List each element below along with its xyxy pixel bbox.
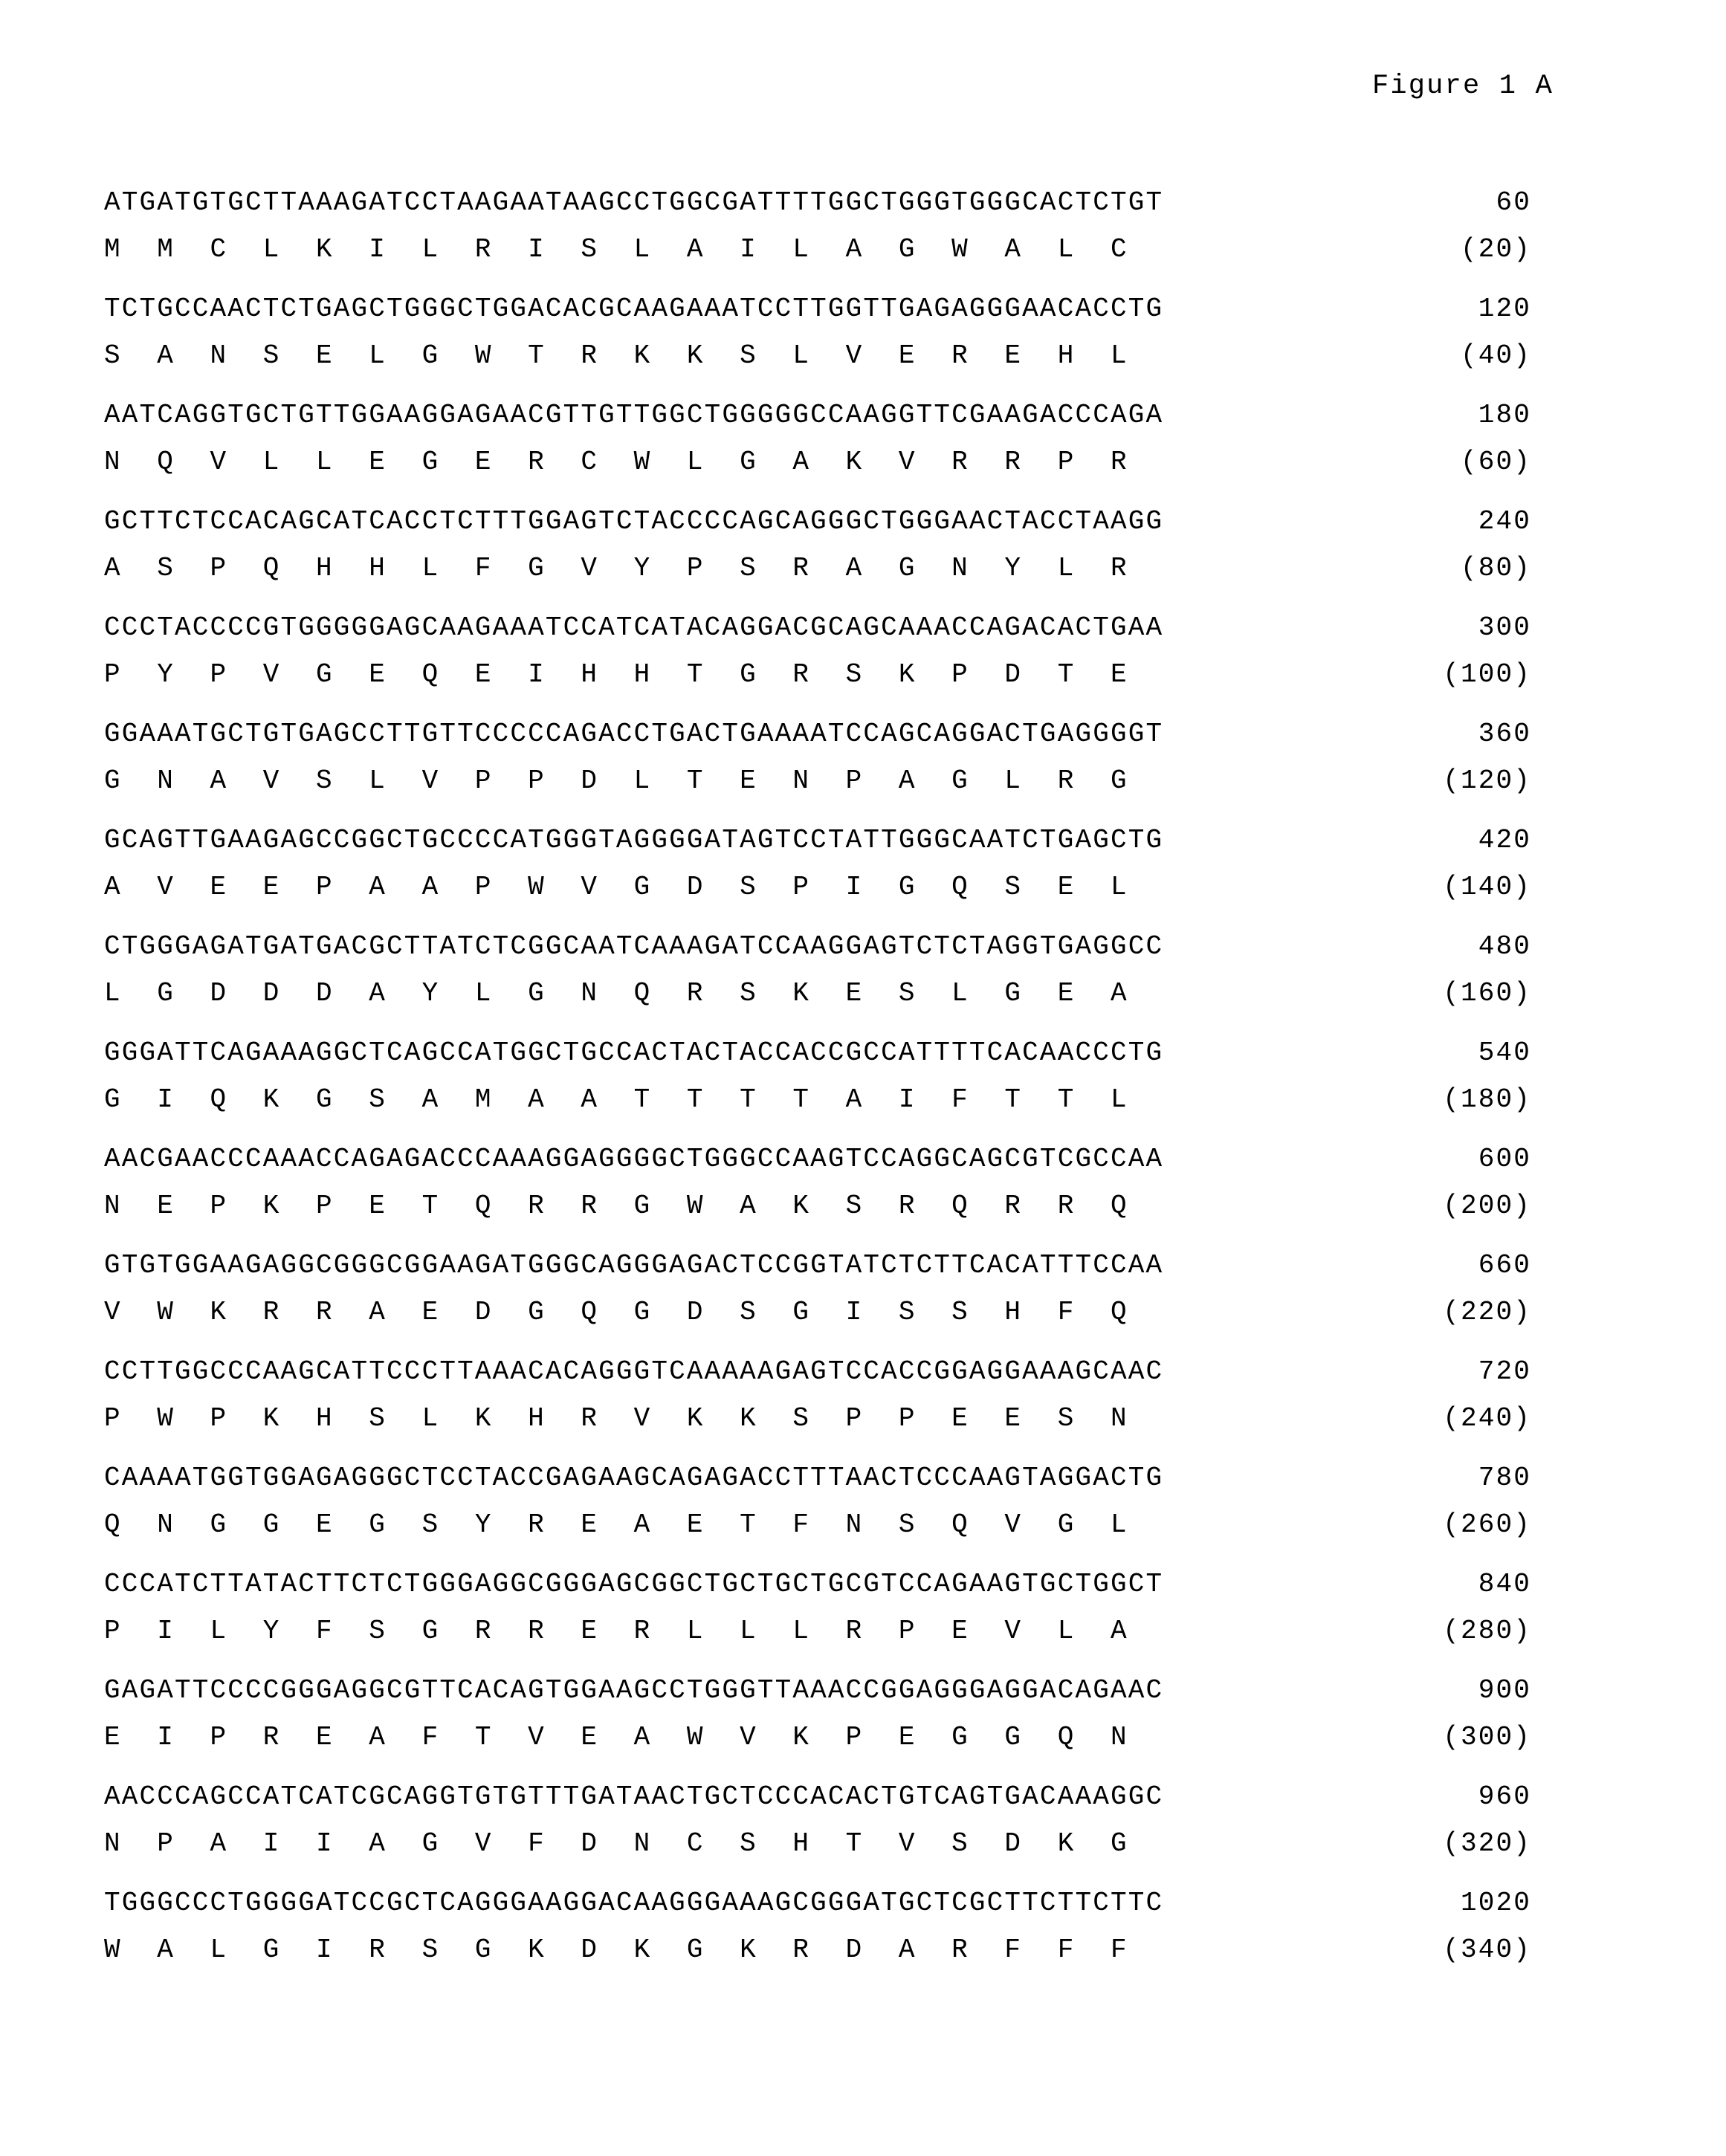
amino-acid-position: (200) <box>1443 1191 1531 1221</box>
nucleotide-position: 720 <box>1478 1356 1531 1387</box>
amino-acid-sequence: P W P K H S L K H R V K K S P P E E S N <box>104 1403 1128 1434</box>
nucleotide-row <box>104 1250 1591 1297</box>
nucleotide-sequence: GGGATTCAGAAAGGCTCAGCCATGGCTGCCACTACTACCACCGCCATTTTCACAACCCTG <box>104 1037 1164 1068</box>
nucleotide-sequence: CTGGGAGATGATGACGCTTATCTCGGCAATCAAAGATCCAAGGAGTCTCTAGGTGAGGCC <box>104 931 1164 962</box>
sequence-block-list <box>104 187 1591 1994</box>
amino-acid-sequence: L G D D D A Y L G N Q R S K E S L G E A <box>104 978 1128 1009</box>
amino-acid-position: (240) <box>1443 1403 1531 1434</box>
amino-acid-row <box>104 1935 1591 1981</box>
sequence-block <box>104 294 1591 400</box>
nucleotide-sequence: GCAGTTGAAGAGCCGGCTGCCCCATGGGTAGGGGATAGTCCTATTGGGCAATCTGAGCTG <box>104 825 1164 855</box>
sequence-block <box>104 1037 1591 1144</box>
nucleotide-sequence: CAAAATGGTGGAGAGGGCTCCTACCGAGAAGCAGAGACCTTTAACTCCCAAGTAGGACTG <box>104 1463 1164 1493</box>
amino-acid-row <box>104 978 1591 1025</box>
nucleotide-sequence: GTGTGGAAGAGGCGGGCGGAAGATGGGCAGGGAGACTCCGGTATCTCTTCACATTTCCAA <box>104 1250 1164 1281</box>
nucleotide-row <box>104 1356 1591 1403</box>
amino-acid-position: (140) <box>1443 872 1531 902</box>
sequence-block <box>104 1569 1591 1675</box>
amino-acid-position: (280) <box>1443 1616 1531 1646</box>
amino-acid-sequence: Q N G G E G S Y R E A E T F N S Q V G L <box>104 1509 1128 1540</box>
amino-acid-row <box>104 1828 1591 1875</box>
nucleotide-row <box>104 1144 1591 1191</box>
amino-acid-position: (340) <box>1443 1935 1531 1965</box>
nucleotide-position: 180 <box>1478 400 1531 430</box>
nucleotide-sequence: TCTGCCAACTCTGAGCTGGGCTGGACACGCAAGAAATCCTTGGTTGAGAGGGAACACCTG <box>104 294 1164 324</box>
nucleotide-position: 600 <box>1478 1144 1531 1174</box>
nucleotide-row <box>104 1888 1591 1935</box>
amino-acid-sequence: A V E E P A A P W V G D S P I G Q S E L <box>104 872 1128 902</box>
amino-acid-position: (220) <box>1443 1297 1531 1327</box>
nucleotide-position: 360 <box>1478 719 1531 749</box>
sequence-block <box>104 1675 1591 1781</box>
nucleotide-row <box>104 719 1591 765</box>
amino-acid-position: (320) <box>1443 1828 1531 1859</box>
nucleotide-row <box>104 1569 1591 1616</box>
amino-acid-row <box>104 234 1591 281</box>
nucleotide-row <box>104 294 1591 340</box>
nucleotide-row <box>104 187 1591 234</box>
sequence-block <box>104 825 1591 931</box>
nucleotide-position: 240 <box>1478 506 1531 537</box>
nucleotide-row <box>104 1463 1591 1509</box>
amino-acid-position: (60) <box>1460 447 1531 477</box>
nucleotide-row <box>104 825 1591 872</box>
amino-acid-row <box>104 1509 1591 1556</box>
amino-acid-sequence: G N A V S L V P P D L T E N P A G L R G <box>104 765 1128 796</box>
amino-acid-row <box>104 553 1591 600</box>
nucleotide-sequence: CCCTACCCCGTGGGGGAGCAAGAAATCCATCATACAGGACGCAGCAAACCAGACACTGAA <box>104 612 1164 643</box>
amino-acid-sequence: M M C L K I L R I S L A I L A G W A L C <box>104 234 1128 265</box>
amino-acid-sequence: W A L G I R S G K D K G K R D A R F F F <box>104 1935 1128 1965</box>
amino-acid-sequence: P I L Y F S G R R E R L L L R P E V L A <box>104 1616 1128 1646</box>
nucleotide-position: 840 <box>1478 1569 1531 1599</box>
nucleotide-position: 480 <box>1478 931 1531 962</box>
nucleotide-position: 300 <box>1478 612 1531 643</box>
sequence-block <box>104 1888 1591 1994</box>
page-title: Figure 1 A <box>1371 71 1554 102</box>
amino-acid-sequence: E I P R E A F T V E A W V K P E G G Q N <box>104 1722 1128 1752</box>
amino-acid-position: (100) <box>1443 659 1531 690</box>
amino-acid-sequence: N E P K P E T Q R R G W A K S R Q R R Q <box>104 1191 1128 1221</box>
nucleotide-sequence: CCTTGGCCCAAGCATTCCCTTAAACACAGGGTCAAAAAGAGTCCACCGGAGGAAAGCAAC <box>104 1356 1164 1387</box>
nucleotide-sequence: AACCCAGCCATCATCGCAGGTGTGTTTGATAACTGCTCCCACACTGTCAGTGACAAAGGC <box>104 1781 1164 1812</box>
amino-acid-row <box>104 447 1591 493</box>
sequence-block <box>104 612 1591 719</box>
amino-acid-position: (180) <box>1443 1084 1531 1115</box>
nucleotide-sequence: TGGGCCCTGGGGATCCGCTCAGGGAAGGACAAGGGAAAGCGGGATGCTCGCTTCTTCTTC <box>104 1888 1164 1918</box>
nucleotide-sequence: ATGATGTGCTTAAAGATCCTAAGAATAAGCCTGGCGATTTTGGCTGGGTGGGCACTCTGT <box>104 187 1164 218</box>
nucleotide-row <box>104 1037 1591 1084</box>
amino-acid-sequence: S A N S E L G W T R K K S L V E R E H L <box>104 340 1128 371</box>
nucleotide-position: 780 <box>1478 1463 1531 1493</box>
amino-acid-row <box>104 340 1591 387</box>
amino-acid-sequence: V W K R R A E D G Q G D S G I S S H F Q <box>104 1297 1128 1327</box>
nucleotide-position: 1020 <box>1460 1888 1531 1918</box>
sequence-block <box>104 931 1591 1037</box>
sequence-block <box>104 1781 1591 1888</box>
nucleotide-position: 60 <box>1496 187 1531 218</box>
amino-acid-position: (120) <box>1443 765 1531 796</box>
amino-acid-position: (160) <box>1443 978 1531 1009</box>
nucleotide-row <box>104 1781 1591 1828</box>
sequence-block <box>104 1356 1591 1463</box>
nucleotide-row <box>104 400 1591 447</box>
amino-acid-row <box>104 1297 1591 1344</box>
sequence-block <box>104 187 1591 294</box>
nucleotide-row <box>104 1675 1591 1722</box>
nucleotide-row <box>104 931 1591 978</box>
amino-acid-sequence: G I Q K G S A M A A T T T T A I F T T L <box>104 1084 1128 1115</box>
nucleotide-row <box>104 506 1591 553</box>
amino-acid-row <box>104 872 1591 919</box>
nucleotide-sequence: GAGATTCCCCGGGAGGCGTTCACAGTGGAAGCCTGGGTTAAACCGGAGGGAGGACAGAAC <box>104 1675 1164 1706</box>
nucleotide-position: 660 <box>1478 1250 1531 1281</box>
sequence-block <box>104 719 1591 825</box>
amino-acid-position: (40) <box>1460 340 1531 371</box>
sequence-block <box>104 1144 1591 1250</box>
sequence-block <box>104 506 1591 612</box>
nucleotide-position: 420 <box>1478 825 1531 855</box>
sequence-block <box>104 400 1591 506</box>
amino-acid-position: (20) <box>1460 234 1531 265</box>
nucleotide-sequence: GGAAATGCTGTGAGCCTTGTTCCCCCAGACCTGACTGAAAATCCAGCAGGACTGAGGGGT <box>104 719 1164 749</box>
amino-acid-row <box>104 659 1591 706</box>
amino-acid-position: (80) <box>1460 553 1531 583</box>
nucleotide-position: 900 <box>1478 1675 1531 1706</box>
nucleotide-position: 120 <box>1478 294 1531 324</box>
nucleotide-sequence: CCCATCTTATACTTCTCTGGGAGGCGGGAGCGGCTGCTGCTGCGTCCAGAAGTGCTGGCT <box>104 1569 1164 1599</box>
sequence-block <box>104 1250 1591 1356</box>
amino-acid-position: (300) <box>1443 1722 1531 1752</box>
amino-acid-row <box>104 1616 1591 1663</box>
amino-acid-sequence: P Y P V G E Q E I H H T G R S K P D T E <box>104 659 1128 690</box>
amino-acid-row <box>104 765 1591 812</box>
nucleotide-position: 540 <box>1478 1037 1531 1068</box>
nucleotide-sequence: GCTTCTCCACAGCATCACCTCTTTGGAGTCTACCCCAGCAGGGCTGGGAACTACCTAAGG <box>104 506 1164 537</box>
nucleotide-row <box>104 612 1591 659</box>
amino-acid-position: (260) <box>1443 1509 1531 1540</box>
amino-acid-row <box>104 1191 1591 1237</box>
amino-acid-sequence: N Q V L L E G E R C W L G A K V R R P R <box>104 447 1128 477</box>
sequence-block <box>104 1463 1591 1569</box>
nucleotide-sequence: AACGAACCCAAACCAGAGACCCAAAGGAGGGGCTGGGCCAAGTCCAGGCAGCGTCGCCAA <box>104 1144 1164 1174</box>
nucleotide-sequence: AATCAGGTGCTGTTGGAAGGAGAACGTTGTTGGCTGGGGGCCAAGGTTCGAAGACCCAGA <box>104 400 1164 430</box>
nucleotide-position: 960 <box>1478 1781 1531 1812</box>
amino-acid-sequence: N P A I I A G V F D N C S H T V S D K G <box>104 1828 1128 1859</box>
amino-acid-sequence: A S P Q H H L F G V Y P S R A G N Y L R <box>104 553 1128 583</box>
amino-acid-row <box>104 1084 1591 1131</box>
amino-acid-row <box>104 1403 1591 1450</box>
amino-acid-row <box>104 1722 1591 1769</box>
